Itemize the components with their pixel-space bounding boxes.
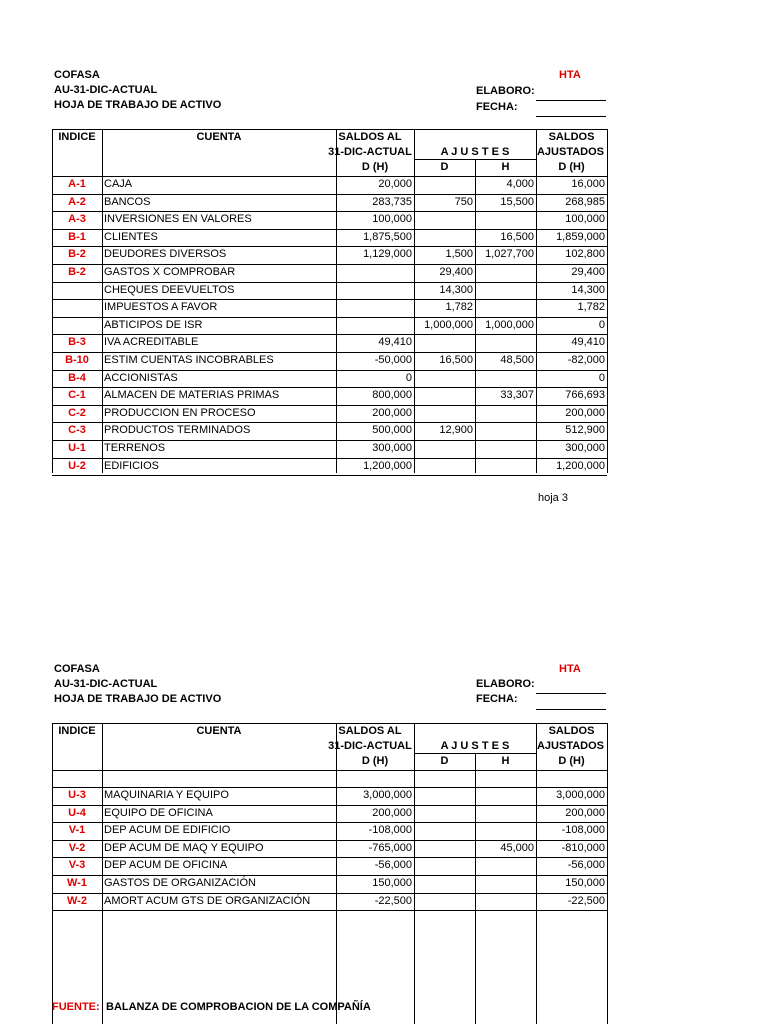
cell-indice[interactable]: B-2 xyxy=(68,248,86,261)
cell-ajuste-d[interactable] xyxy=(414,211,475,229)
column-border xyxy=(414,723,415,1024)
company-name: COFASA xyxy=(54,69,100,81)
cell-saldo-ajustado[interactable]: 200,000 xyxy=(565,806,605,819)
fecha-label: FECHA: xyxy=(476,693,518,705)
row-border xyxy=(52,910,607,911)
body-top-border xyxy=(52,787,607,788)
cell-ajuste-h[interactable] xyxy=(475,857,536,875)
cell-indice[interactable]: B-4 xyxy=(68,371,86,384)
reference-code: HTA xyxy=(559,663,581,675)
cell-saldo[interactable]: -22,500 xyxy=(374,894,412,907)
cell-indice[interactable] xyxy=(52,317,102,335)
column-border xyxy=(102,129,103,473)
cell-cuenta[interactable]: INVERSIONES EN VALORES xyxy=(104,213,252,226)
cell-ajuste-d[interactable] xyxy=(414,857,475,875)
cell-ajuste-d[interactable] xyxy=(414,458,475,476)
header-cuenta: CUENTA xyxy=(196,131,242,143)
header-dh: D (H) xyxy=(361,755,389,767)
cell-cuenta[interactable]: PRODUCTOS TERMINADOS xyxy=(104,424,251,437)
period-label: AU-31-DIC-ACTUAL xyxy=(54,678,158,690)
cell-saldo-ajustado[interactable]: 100,000 xyxy=(565,213,605,226)
header-ajustes: A J U S T E S xyxy=(440,146,510,158)
cell-saldo[interactable]: 300,000 xyxy=(372,442,412,454)
cell-ajuste-d[interactable] xyxy=(414,440,475,458)
cell-cuenta[interactable]: IMPUESTOS A FAVOR xyxy=(104,301,218,314)
cell-ajuste-d[interactable]: 12,900 xyxy=(439,424,473,437)
cell-indice[interactable]: B-2 xyxy=(68,266,86,278)
cell-indice[interactable]: C-2 xyxy=(68,406,86,419)
company-name: COFASA xyxy=(54,663,100,675)
cell-saldo-ajustado[interactable]: -82,000 xyxy=(567,354,605,366)
cell-saldo[interactable]: -50,000 xyxy=(374,354,412,366)
column-border xyxy=(475,159,476,473)
cell-saldo[interactable]: -765,000 xyxy=(368,841,412,854)
cell-ajuste-h[interactable] xyxy=(475,334,536,352)
row-border xyxy=(52,475,607,476)
cell-saldo[interactable]: 200,000 xyxy=(372,406,412,419)
cell-saldo-ajustado[interactable]: 1,200,000 xyxy=(556,459,605,472)
cell-ajuste-h[interactable] xyxy=(475,875,536,893)
column-border xyxy=(102,723,103,1024)
cell-saldo-ajustado[interactable]: 300,000 xyxy=(565,442,605,454)
cell-indice[interactable] xyxy=(52,299,102,317)
cell-ajuste-h[interactable]: 33,307 xyxy=(500,389,534,402)
cell-ajuste-h[interactable] xyxy=(475,299,536,317)
column-border xyxy=(607,723,608,1024)
cell-ajuste-h[interactable] xyxy=(475,370,536,388)
cell-cuenta[interactable]: ALMACEN DE MATERIAS PRIMAS xyxy=(104,389,280,402)
cell-indice[interactable]: A-1 xyxy=(68,178,86,190)
cell-cuenta[interactable]: DEP ACUM DE EDIFICIO xyxy=(104,824,231,837)
column-border xyxy=(336,723,337,1024)
header-saldos: SALDOS xyxy=(548,131,595,143)
header-ajustados: AJUSTADOS xyxy=(536,740,605,752)
cell-saldo-ajustado[interactable]: 102,800 xyxy=(565,248,605,261)
cell-saldo[interactable] xyxy=(336,282,414,300)
cell-saldo-ajustado[interactable]: 268,985 xyxy=(565,195,605,208)
cell-saldo-ajustado[interactable]: -22,500 xyxy=(567,894,605,907)
cell-saldo[interactable]: 0 xyxy=(405,371,412,384)
cell-saldo-ajustado[interactable]: -108,000 xyxy=(561,824,605,837)
header-d: D xyxy=(440,755,449,767)
cell-saldo[interactable]: 20,000 xyxy=(378,178,412,190)
cell-ajuste-h[interactable] xyxy=(475,422,536,440)
cell-cuenta[interactable]: EDIFICIOS xyxy=(104,459,160,472)
cell-ajuste-h[interactable] xyxy=(475,440,536,458)
cell-ajuste-d[interactable] xyxy=(414,176,475,194)
cell-saldo[interactable]: 1,200,000 xyxy=(363,459,412,472)
header-h: H xyxy=(501,755,510,767)
cell-cuenta[interactable]: BANCOS xyxy=(104,195,151,208)
elaboro-signature-line[interactable] xyxy=(536,693,606,694)
cell-saldo-ajustado[interactable]: 3,000,000 xyxy=(556,789,605,801)
cell-indice[interactable]: U-4 xyxy=(68,806,86,819)
period-label: AU-31-DIC-ACTUAL xyxy=(54,84,158,96)
cell-indice[interactable]: B-1 xyxy=(68,230,86,243)
cell-ajuste-d[interactable]: 1,000,000 xyxy=(424,318,473,331)
cell-saldo-ajustado[interactable]: 200,000 xyxy=(565,406,605,419)
cell-ajuste-h[interactable]: 4,000 xyxy=(506,178,534,190)
cell-ajuste-h[interactable] xyxy=(475,805,536,823)
cell-ajuste-d[interactable]: 750 xyxy=(454,195,473,208)
cell-saldo[interactable]: 500,000 xyxy=(372,424,412,437)
header-fecha-corte: 31-DIC-ACTUAL xyxy=(328,740,412,752)
column-border xyxy=(536,723,537,1024)
header-ajustes: A J U S T E S xyxy=(440,740,510,752)
cell-ajuste-d[interactable]: 1,500 xyxy=(445,248,473,261)
cell-ajuste-d[interactable] xyxy=(414,370,475,388)
cell-indice[interactable]: B-3 xyxy=(68,336,86,349)
cell-saldo[interactable]: 150,000 xyxy=(372,877,412,889)
header-fecha-corte: 31-DIC-ACTUAL xyxy=(328,146,412,158)
header-saldos-al: SALDOS AL xyxy=(338,131,402,143)
column-border xyxy=(536,129,537,473)
header-dh: D (H) xyxy=(361,161,389,173)
cell-saldo[interactable] xyxy=(336,299,414,317)
header-cuenta: CUENTA xyxy=(196,725,242,737)
cell-saldo[interactable]: 3,000,000 xyxy=(363,789,412,801)
cell-saldo-ajustado[interactable]: 512,900 xyxy=(565,424,605,437)
cell-saldo[interactable]: 1,875,500 xyxy=(363,230,412,243)
cell-saldo-ajustado[interactable]: 16,000 xyxy=(571,178,605,190)
cell-cuenta[interactable]: DEP ACUM DE MAQ Y EQUIPO xyxy=(104,841,264,854)
cell-ajuste-d[interactable] xyxy=(414,875,475,893)
cell-ajuste-d[interactable] xyxy=(414,334,475,352)
cell-ajuste-h[interactable] xyxy=(475,211,536,229)
header-indice: INDICE xyxy=(58,725,96,737)
cell-saldo[interactable] xyxy=(336,264,414,282)
cell-ajuste-h[interactable] xyxy=(475,405,536,423)
cell-indice[interactable]: C-1 xyxy=(68,389,86,402)
cell-ajuste-h[interactable] xyxy=(475,822,536,840)
cell-ajuste-h[interactable] xyxy=(475,893,536,911)
cell-ajuste-d[interactable] xyxy=(414,822,475,840)
header-dh-ajustados: D (H) xyxy=(558,161,585,173)
cell-ajuste-d[interactable] xyxy=(414,387,475,405)
column-border xyxy=(414,129,415,473)
cell-ajuste-h[interactable] xyxy=(475,282,536,300)
cell-saldo-ajustado[interactable]: 766,693 xyxy=(565,389,605,402)
cell-cuenta[interactable]: ACCIONISTAS xyxy=(104,371,178,384)
cell-cuenta[interactable]: MAQUINARIA Y EQUIPO xyxy=(104,789,229,801)
cell-indice[interactable]: U-1 xyxy=(68,442,86,454)
header-saldos-al: SALDOS AL xyxy=(338,725,402,737)
cell-cuenta[interactable]: PRODUCCION EN PROCESO xyxy=(104,406,256,419)
cell-saldo-ajustado[interactable]: 14,300 xyxy=(571,283,605,296)
header-ajustados: AJUSTADOS xyxy=(536,146,605,158)
cell-indice[interactable]: V-2 xyxy=(68,841,86,854)
cell-indice[interactable] xyxy=(52,282,102,300)
cell-saldo-ajustado[interactable]: -810,000 xyxy=(561,841,605,854)
cell-ajuste-h[interactable] xyxy=(475,264,536,282)
column-border xyxy=(336,129,337,473)
cell-cuenta[interactable]: EQUIPO DE OFICINA xyxy=(104,806,213,819)
cell-cuenta[interactable]: ABTICIPOS DE ISR xyxy=(104,318,203,331)
page-number: hoja 3 xyxy=(538,492,568,504)
elaboro-label: ELABORO: xyxy=(476,678,535,690)
cell-saldo-ajustado[interactable]: 150,000 xyxy=(565,877,605,889)
fecha-label: FECHA: xyxy=(476,101,518,113)
cell-ajuste-d[interactable]: 1,782 xyxy=(445,301,473,314)
cell-ajuste-h[interactable]: 16,500 xyxy=(500,230,534,243)
cell-saldo[interactable] xyxy=(336,317,414,335)
cell-saldo[interactable]: 49,410 xyxy=(378,336,412,349)
fuente-label: FUENTE: xyxy=(52,1001,100,1013)
cell-cuenta[interactable]: ESTIM CUENTAS INCOBRABLES xyxy=(104,354,274,366)
column-border xyxy=(607,129,608,473)
cell-saldo-ajustado[interactable]: -56,000 xyxy=(567,859,605,872)
column-border xyxy=(52,129,53,473)
cell-cuenta[interactable]: AMORT ACUM GTS DE ORGANIZACIÓN xyxy=(104,894,311,907)
header-dh-ajustados: D (H) xyxy=(558,755,585,767)
cell-ajuste-d[interactable] xyxy=(414,787,475,805)
elaboro-label: ELABORO: xyxy=(476,85,535,97)
cell-cuenta[interactable]: GASTOS DE ORGANIZACIÓN xyxy=(104,877,256,889)
header-bottom-border xyxy=(52,770,607,771)
fecha-signature-line[interactable] xyxy=(536,116,606,117)
cell-indice[interactable]: W-1 xyxy=(67,877,87,889)
cell-saldo-ajustado[interactable]: 1,859,000 xyxy=(556,230,605,243)
header-indice: INDICE xyxy=(58,131,96,143)
cell-saldo-ajustado[interactable]: 29,400 xyxy=(571,266,605,278)
cell-saldo-ajustado[interactable]: 0 xyxy=(598,318,605,331)
cell-ajuste-d[interactable]: 16,500 xyxy=(439,354,473,366)
cell-ajuste-d[interactable] xyxy=(414,893,475,911)
cell-cuenta[interactable]: CLIENTES xyxy=(104,230,158,243)
cell-ajuste-d[interactable]: 29,400 xyxy=(439,266,473,278)
cell-cuenta[interactable]: DEP ACUM DE OFICINA xyxy=(104,859,228,872)
cell-indice[interactable]: U-3 xyxy=(68,789,86,801)
header-h: H xyxy=(501,161,510,173)
cell-saldo[interactable]: 800,000 xyxy=(372,389,412,402)
cell-ajuste-d[interactable] xyxy=(414,229,475,247)
cell-saldo[interactable]: 1,129,000 xyxy=(363,248,412,261)
cell-ajuste-h[interactable]: 15,500 xyxy=(500,195,534,208)
cell-cuenta[interactable]: CAJA xyxy=(104,178,133,190)
reference-code: HTA xyxy=(559,69,581,81)
cell-ajuste-h[interactable] xyxy=(475,458,536,476)
cell-saldo[interactable]: 283,735 xyxy=(372,195,412,208)
cell-indice[interactable]: C-3 xyxy=(68,424,86,437)
header-d: D xyxy=(440,161,449,173)
fecha-signature-line[interactable] xyxy=(536,709,606,710)
column-border xyxy=(52,723,53,1024)
cell-indice[interactable]: W-2 xyxy=(67,894,87,907)
cell-ajuste-h[interactable]: 48,500 xyxy=(500,354,534,366)
cell-indice[interactable]: A-2 xyxy=(68,195,86,208)
cell-indice[interactable]: U-2 xyxy=(68,459,86,472)
cell-saldo[interactable]: 100,000 xyxy=(372,213,412,226)
cell-cuenta[interactable]: CHEQUES DEEVUELTOS xyxy=(104,283,235,296)
cell-cuenta[interactable]: TERRENOS xyxy=(104,442,166,454)
cell-indice[interactable]: V-1 xyxy=(68,824,86,837)
sheet-title: HOJA DE TRABAJO DE ACTIVO xyxy=(54,693,222,705)
cell-saldo[interactable]: 200,000 xyxy=(372,806,412,819)
cell-cuenta[interactable]: GASTOS X COMPROBAR xyxy=(104,266,236,278)
cell-indice[interactable]: V-3 xyxy=(68,859,86,872)
cell-ajuste-h[interactable]: 1,000,000 xyxy=(485,318,534,331)
column-border xyxy=(475,753,476,1024)
cell-saldo[interactable]: -108,000 xyxy=(368,824,412,837)
cell-ajuste-d[interactable] xyxy=(414,405,475,423)
sheet-title: HOJA DE TRABAJO DE ACTIVO xyxy=(54,99,222,111)
header-saldos: SALDOS xyxy=(548,725,595,737)
cell-saldo-ajustado[interactable]: 0 xyxy=(598,371,605,384)
cell-saldo-ajustado[interactable]: 49,410 xyxy=(571,336,605,349)
cell-ajuste-h[interactable]: 1,027,700 xyxy=(485,248,534,261)
cell-ajuste-h[interactable] xyxy=(475,787,536,805)
cell-ajuste-d[interactable] xyxy=(414,805,475,823)
cell-cuenta[interactable]: DEUDORES DIVERSOS xyxy=(104,248,227,261)
cell-saldo-ajustado[interactable]: 1,782 xyxy=(577,301,605,314)
cell-cuenta[interactable]: IVA ACREDITABLE xyxy=(104,336,199,349)
elaboro-signature-line[interactable] xyxy=(536,100,606,101)
cell-indice[interactable]: A-3 xyxy=(68,213,86,226)
cell-ajuste-h[interactable]: 45,000 xyxy=(500,841,534,854)
cell-ajuste-d[interactable] xyxy=(414,840,475,858)
cell-ajuste-d[interactable]: 14,300 xyxy=(439,283,473,296)
cell-saldo[interactable]: -56,000 xyxy=(374,859,412,872)
fuente-text: BALANZA DE COMPROBACION DE LA COMPAÑÍA xyxy=(106,1001,371,1013)
cell-indice[interactable]: B-10 xyxy=(65,354,89,366)
